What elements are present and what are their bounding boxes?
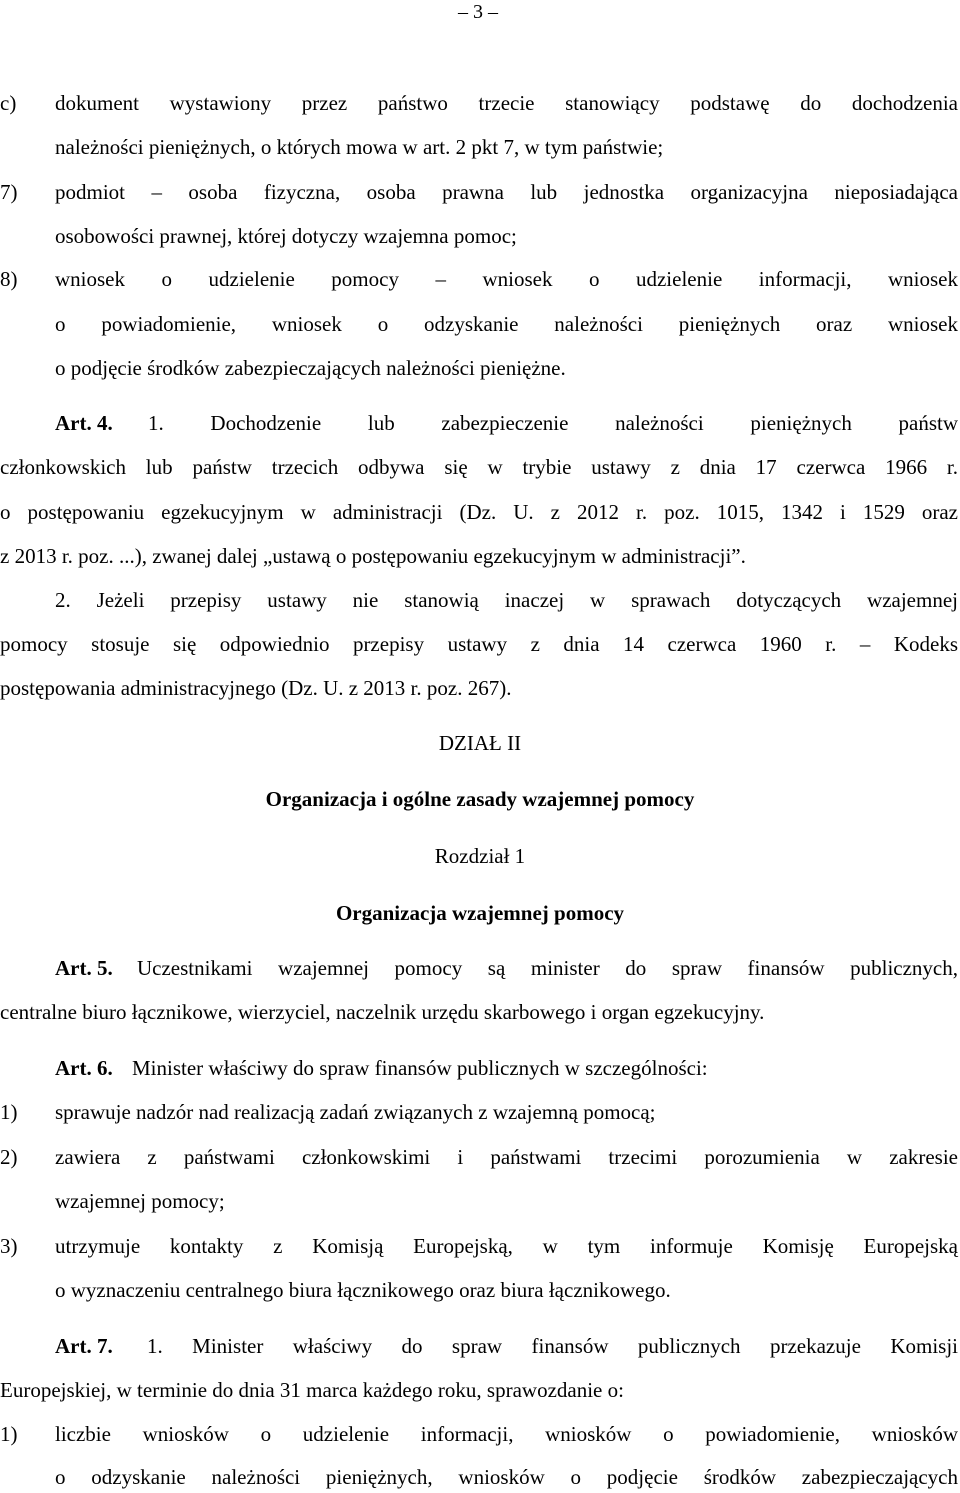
art-6-item-3-line-1: utrzymuje kontakty z Komisją Europejską, w tym informuje Komisję Europejską — [55, 1234, 958, 1258]
art-7-line-2: Europejskiej, w terminie do dnia 31 marca każdego roku, sprawozdanie o: — [0, 1378, 624, 1402]
art-7-line-1: 1. Minister właściwy do spraw finansów publicznych przekazuje Komisji — [147, 1334, 958, 1358]
division-heading: DZIAŁ II — [438, 731, 522, 755]
art-6-label: Art. 6. — [55, 1056, 113, 1080]
division-title: Organizacja i ogólne zasady wzajemnej pomocy — [265, 787, 695, 811]
art-7-item-1-label: 1) — [0, 1422, 18, 1446]
art-7-item-1-line-1: liczbie wniosków o udzielenie informacji, wniosków o powiadomienie, wniosków — [55, 1422, 958, 1446]
chapter-title: Organizacja wzajemnej pomocy — [335, 901, 625, 925]
art-4-par-2-line-2: pomocy stosuje się odpowiednio przepisy ustawy z dnia 14 czerwca 1960 r. – Kodeks — [0, 632, 958, 656]
art-6-item-3-label: 3) — [0, 1234, 18, 1258]
art-6-item-2-line-2: wzajemnej pomocy; — [55, 1189, 225, 1213]
art-5-line-1: Uczestnikami wzajemnej pomocy są minister do spraw finansów publicznych, — [137, 956, 958, 980]
item-c-line-2: należności pieniężnych, o których mowa w art. 2 pkt 7, w tym państwie; — [55, 135, 664, 159]
art-6-item-1-label: 1) — [0, 1100, 18, 1124]
art-4-label: Art. 4. — [55, 411, 113, 435]
item-8-line-1: wniosek o udzielenie pomocy – wniosek o udzielenie informacji, wniosek — [55, 267, 958, 291]
art-7-label: Art. 7. — [55, 1334, 113, 1358]
art-4-par-2-line-1: 2. Jeżeli przepisy ustawy nie stanowią inaczej w sprawach dotyczących wzajemnej — [55, 588, 958, 612]
art-7-item-1-line-2: o odzyskanie należności pieniężnych, wniosków o podjęcie środków zabezpieczających — [55, 1465, 958, 1489]
item-7-line-2: osobowości prawnej, której dotyczy wzajemna pomoc; — [55, 224, 517, 248]
art-4-line-4: z 2013 r. poz. ...), zwanej dalej „ustawą o postępowaniu egzekucyjnym w administracji”. — [0, 544, 746, 568]
item-c-label: c) — [0, 91, 17, 115]
chapter-heading: Rozdział 1 — [434, 844, 526, 868]
art-5-line-2: centralne biuro łącznikowe, wierzyciel, naczelnik urzędu skarbowego i organ egzekucyjny. — [0, 1000, 765, 1024]
art-5-label: Art. 5. — [55, 956, 113, 980]
item-c-line-1: dokument wystawiony przez państwo trzecie stanowiący podstawę do dochodzenia — [55, 91, 958, 115]
art-4-line-3: o postępowaniu egzekucyjnym w administracji (Dz. U. z 2012 r. poz. 1015, 1342 i 1529 oraz — [0, 500, 958, 524]
item-7-line-1: podmiot – osoba fizyczna, osoba prawna lub jednostka organizacyjna nieposiadająca — [55, 180, 958, 204]
item-8-line-3: o podjęcie środków zabezpieczających należności pieniężne. — [55, 356, 566, 380]
art-6-line-1: Minister właściwy do spraw finansów publicznych w szczególności: — [132, 1056, 708, 1080]
art-4-line-2: członkowskich lub państw trzecich odbywa się w trybie ustawy z dnia 17 czerwca 1966 r. — [0, 455, 958, 479]
item-8-label: 8) — [0, 267, 18, 291]
art-4-line-1: 1. Dochodzenie lub zabezpieczenie należności pieniężnych państw — [148, 411, 958, 435]
item-7-label: 7) — [0, 180, 18, 204]
art-6-item-2-line-1: zawiera z państwami członkowskimi i państwami trzecimi porozumienia w zakresie — [55, 1145, 958, 1169]
item-8-line-2: o powiadomienie, wniosek o odzyskanie należności pieniężnych oraz wniosek — [55, 312, 958, 336]
art-6-item-2-label: 2) — [0, 1145, 18, 1169]
art-6-item-1-line-1: sprawuje nadzór nad realizacją zadań związanych z wzajemną pomocą; — [55, 1100, 656, 1124]
page-number: – 3 – — [458, 1, 498, 23]
art-4-par-2-line-3: postępowania administracyjnego (Dz. U. z 2013 r. poz. 267). — [0, 676, 512, 700]
art-6-item-3-line-2: o wyznaczeniu centralnego biura łącznikowego oraz biura łącznikowego. — [55, 1278, 671, 1302]
